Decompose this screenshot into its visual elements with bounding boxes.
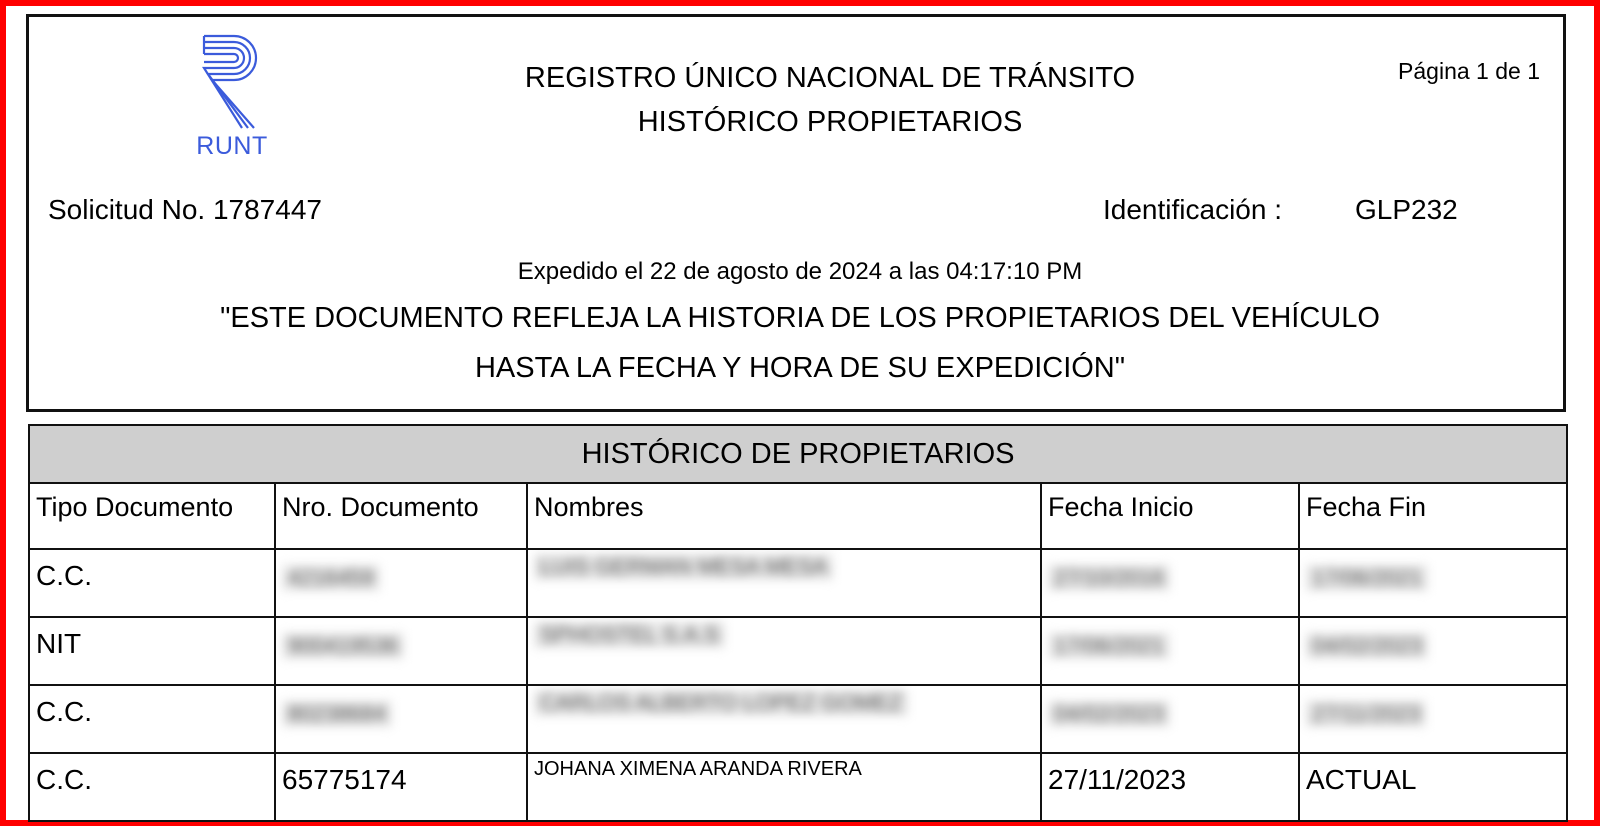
redacted-value: SPHOSTEL S.A.S <box>534 622 725 648</box>
runt-r-icon <box>202 34 264 130</box>
request-number: Solicitud No. 1787447 <box>48 194 322 225</box>
fin-cell: ACTUAL <box>1299 753 1567 821</box>
redacted-value: 80238684 <box>282 701 392 727</box>
table-caption: HISTÓRICO DE PROPIETARIOS <box>29 425 1567 483</box>
redacted-value: 900419536 <box>282 633 404 659</box>
redacted-value: 4216459 <box>282 565 380 591</box>
redacted-value: 27/10/2016 <box>1048 565 1170 591</box>
tipo-cell: C.C. <box>29 753 275 821</box>
column-header: Nro. Documento <box>275 483 527 549</box>
nro-cell: 65775174 <box>275 753 527 821</box>
notice-line-2: HASTA LA FECHA Y HORA DE SU EXPEDICIÓN" <box>474 352 1126 384</box>
nro-cell <box>275 549 527 617</box>
table-header-row <box>29 483 1567 549</box>
redacted-value: CARLOS ALBERTO LOPEZ GOMEZ <box>534 690 908 716</box>
owners-history-table <box>28 424 1568 822</box>
fin-cell <box>1299 617 1567 685</box>
runt-logo <box>192 34 272 160</box>
inicio-cell <box>1041 617 1299 685</box>
nombres-cell <box>527 549 1041 617</box>
inicio-cell <box>1041 685 1299 753</box>
identification-value: GLP232 <box>1355 194 1458 225</box>
fin-cell <box>1299 685 1567 753</box>
column-header: Tipo Documento <box>29 483 275 549</box>
column-header: Fecha Fin <box>1299 483 1567 549</box>
nombres-cell <box>527 685 1041 753</box>
table-row <box>29 753 1567 821</box>
inicio-cell <box>1041 549 1299 617</box>
identification-label: Identificación : <box>1103 194 1282 225</box>
tipo-cell: C.C. <box>29 685 275 753</box>
inicio-cell: 27/11/2023 <box>1041 753 1299 821</box>
redacted-value: LUIS GERMAN MESA MESA <box>534 554 833 580</box>
nombres-cell <box>527 617 1041 685</box>
logo-text: RUNT <box>196 132 268 160</box>
redacted-value: 04/02/2023 <box>1048 701 1170 727</box>
column-header: Nombres <box>527 483 1041 549</box>
document-subtitle: HISTÓRICO PROPIETARIOS <box>637 106 1023 138</box>
redacted-value: 17/06/2021 <box>1048 633 1170 659</box>
table-row <box>29 617 1567 685</box>
table-row <box>29 685 1567 753</box>
tipo-cell: C.C. <box>29 549 275 617</box>
column-header: Fecha Inicio <box>1041 483 1299 549</box>
issued-date: Expedido el 22 de agosto de 2024 a las 04:17:10 PM <box>517 258 1083 285</box>
fin-cell <box>1299 549 1567 617</box>
nro-cell <box>275 685 527 753</box>
page-number: Página 1 de 1 <box>1398 58 1540 84</box>
notice-line-1: "ESTE DOCUMENTO REFLEJA LA HISTORIA DE LOS PROPIETARIOS DEL VEHÍCULO <box>220 302 1380 334</box>
document-title: REGISTRO ÚNICO NACIONAL DE TRÁNSITO <box>524 62 1136 94</box>
redacted-value: 27/11/2023 <box>1306 701 1426 727</box>
tipo-cell: NIT <box>29 617 275 685</box>
nombres-cell: JOHANA XIMENA ARANDA RIVERA <box>527 753 1041 821</box>
nro-cell <box>275 617 527 685</box>
table-row <box>29 549 1567 617</box>
redacted-value: 17/06/2021 <box>1306 565 1428 591</box>
redacted-value: 04/02/2023 <box>1306 633 1428 659</box>
